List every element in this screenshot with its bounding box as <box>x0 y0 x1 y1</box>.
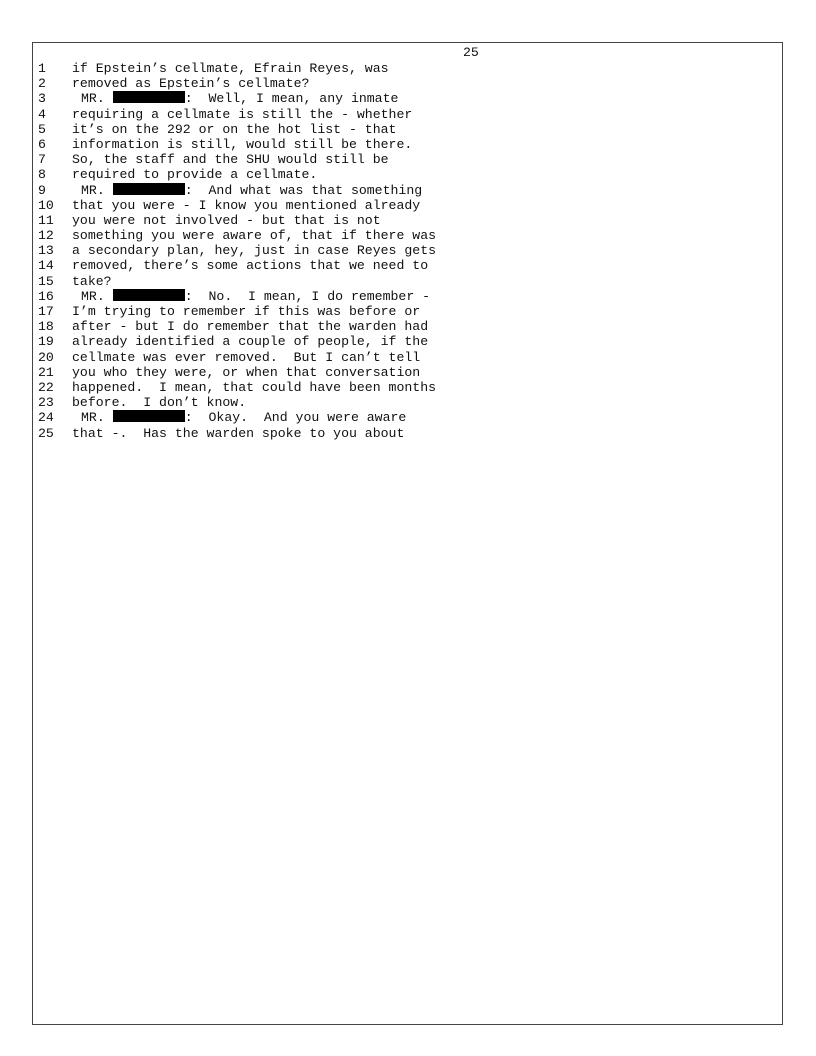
line-text: information is still, would still be there. <box>72 136 413 152</box>
transcript-line <box>38 61 738 76</box>
line-number: 19 <box>38 334 54 350</box>
transcript-line <box>38 198 738 213</box>
transcript-line <box>38 410 738 425</box>
transcript-line <box>38 350 738 365</box>
line-number: 24 <box>38 410 54 426</box>
redaction-box <box>113 289 185 301</box>
line-number: 25 <box>38 425 54 441</box>
transcript-line <box>38 76 738 91</box>
line-number: 4 <box>38 106 46 122</box>
transcript-line <box>38 167 738 182</box>
line-text: requiring a cellmate is still the - whether <box>72 106 413 122</box>
line-text: before. I don’t know. <box>72 395 247 411</box>
line-number: 12 <box>38 228 54 244</box>
page-number: 25 <box>463 45 479 60</box>
transcript-line <box>38 107 738 122</box>
transcript-line <box>38 365 738 380</box>
line-number: 7 <box>38 152 46 168</box>
speaker-label: MR. <box>81 91 105 107</box>
transcript-line <box>38 91 738 106</box>
line-number: 5 <box>38 121 46 137</box>
line-number: 1 <box>38 61 46 76</box>
line-number: 23 <box>38 395 54 411</box>
line-number: 8 <box>38 167 46 183</box>
line-text: removed as Epstein’s cellmate? <box>72 76 310 92</box>
transcript-line <box>38 304 738 319</box>
line-text: that -. Has the warden spoke to you about <box>72 425 405 441</box>
line-number: 6 <box>38 136 46 152</box>
transcript-line <box>38 152 738 167</box>
transcript-line <box>38 426 738 441</box>
line-number: 9 <box>38 182 46 198</box>
line-text: it’s on the 292 or on the hot list - that <box>72 121 397 137</box>
line-number: 15 <box>38 273 54 289</box>
line-text: something you were aware of, that if there was <box>72 228 437 244</box>
transcript-line <box>38 334 738 349</box>
transcript-line <box>38 274 738 289</box>
line-text: cellmate was ever removed. But I can’t tell <box>72 349 421 365</box>
line-text: : No. I mean, I do remember - <box>184 288 431 304</box>
line-text: : And what was that something <box>184 182 423 198</box>
redaction-box <box>113 183 185 195</box>
redaction-box <box>113 410 185 422</box>
line-text: : Okay. And you were aware <box>184 410 407 426</box>
line-text: after - but I do remember that the warden had <box>72 319 429 335</box>
line-text: if Epstein’s cellmate, Efrain Reyes, was <box>72 61 389 76</box>
line-number: 10 <box>38 197 54 213</box>
line-number: 21 <box>38 364 54 380</box>
line-text: : Well, I mean, any inmate <box>184 91 399 107</box>
line-text: I’m trying to remember if this was before or <box>72 304 421 319</box>
line-text: a secondary plan, hey, just in case Reyes gets <box>72 243 437 259</box>
line-text: you were not involved - but that is not <box>72 212 381 228</box>
speaker-label: MR. <box>81 288 105 304</box>
line-number: 2 <box>38 76 46 92</box>
line-text: required to provide a cellmate. <box>72 167 318 183</box>
transcript-line <box>38 395 738 410</box>
line-text: you who they were, or when that conversation <box>72 364 421 380</box>
speaker-label: MR. <box>81 182 105 198</box>
speaker-label: MR. <box>81 410 105 426</box>
transcript-line <box>38 228 738 243</box>
transcript-line <box>38 258 738 273</box>
line-text: already identified a couple of people, if the <box>72 334 429 350</box>
line-number: 11 <box>38 212 54 228</box>
transcript-line <box>38 137 738 152</box>
line-text: happened. I mean, that could have been months <box>72 379 437 395</box>
line-number: 3 <box>38 91 46 107</box>
line-number: 14 <box>38 258 54 274</box>
line-number: 16 <box>38 288 54 304</box>
line-number: 18 <box>38 319 54 335</box>
transcript-line <box>38 243 738 258</box>
line-text: removed, there’s some actions that we need to <box>72 258 429 274</box>
transcript-line <box>38 122 738 137</box>
transcript-line <box>38 289 738 304</box>
line-number: 13 <box>38 243 54 259</box>
line-text: So, the staff and the SHU would still be <box>72 152 389 168</box>
redaction-box <box>113 91 185 103</box>
line-number: 22 <box>38 379 54 395</box>
line-text: that you were - I know you mentioned already <box>72 197 421 213</box>
transcript-line <box>38 380 738 395</box>
transcript-line <box>38 183 738 198</box>
line-text: take? <box>72 273 112 289</box>
transcript-body <box>38 61 738 441</box>
line-number: 17 <box>38 304 54 319</box>
line-number: 20 <box>38 349 54 365</box>
transcript-line <box>38 213 738 228</box>
transcript-line <box>38 319 738 334</box>
